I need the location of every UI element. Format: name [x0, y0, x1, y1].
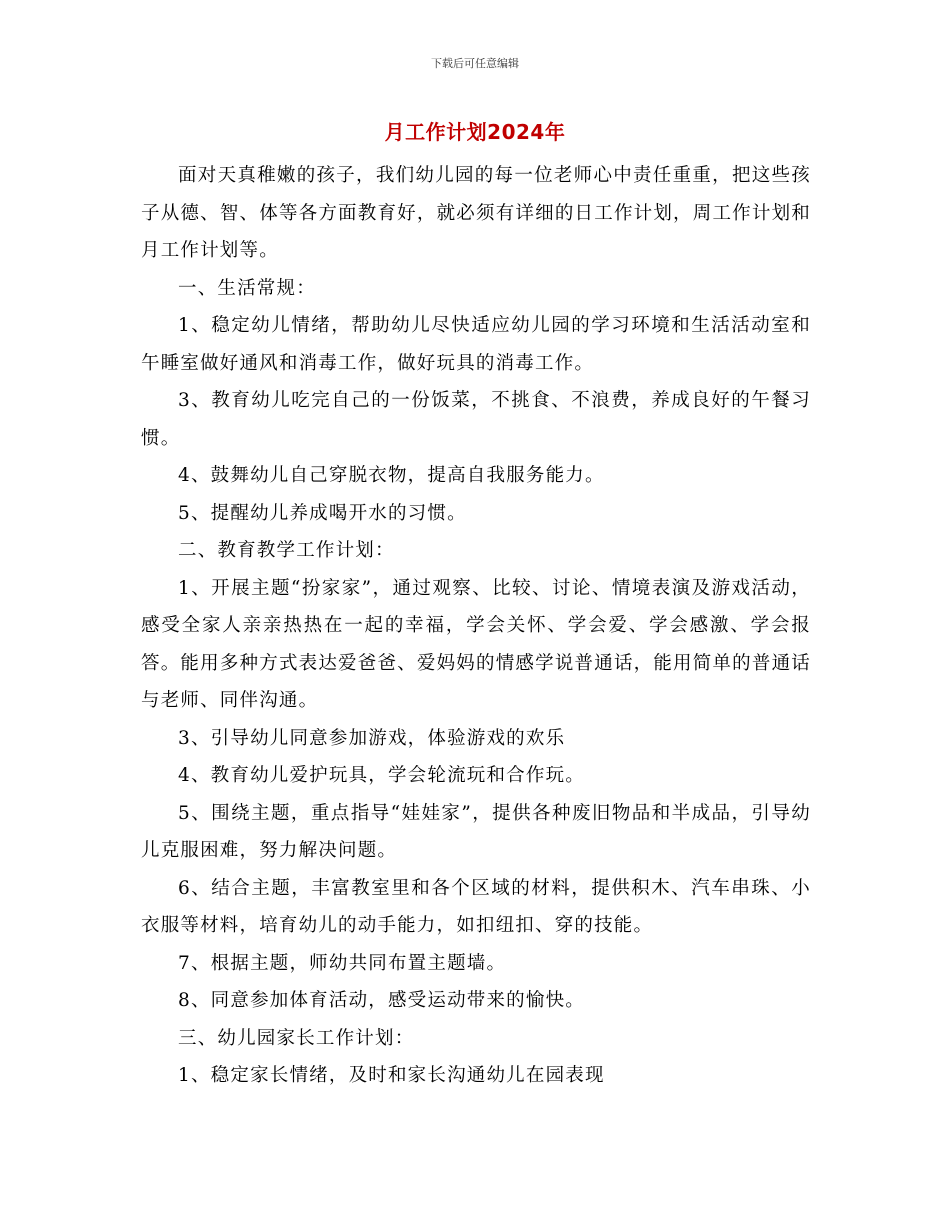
section-heading-1: 一、生活常规：	[178, 277, 316, 299]
paragraph: 1、开展主题“扮家家”，通过观察、比较、讨论、情境表演及游戏活动，感受全家人亲亲热热在一起的幸福，学会关怀、学会爱、学会感激、学会报答。能用多种方式表达爱爸爸、爱妈妈的情感学说普通话，能用简单的普通话与老师、同伴沟通。	[141, 577, 811, 711]
paragraph: 4、教育幼儿爱护玩具，学会轮流玩和合作玩。	[178, 765, 585, 786]
paragraph: 3、引导幼儿同意参加游戏，体验游戏的欢乐	[178, 727, 566, 749]
paragraph: 1、稳定家长情绪，及时和家长沟通幼儿在园表现	[178, 1065, 605, 1086]
paragraph: 4、鼓舞幼儿自己穿脱衣物，提高自我服务能力。	[178, 465, 605, 486]
paragraph: 7、根据主题，师幼共同布置主题墙。	[178, 952, 507, 974]
paragraph: 5、围绕主题，重点指导“娃娃家”，提供各种废旧物品和半成品，引导幼儿克服困难，努力解决问题。	[141, 802, 811, 861]
paragraph: 1、稳定幼儿情绪，帮助幼儿尽快适应幼儿园的学习环境和生活活动室和午睡室做好通风和消毒工作，做好玩具的消毒工作。	[141, 315, 811, 374]
header-note: 下载后可任意编辑	[431, 57, 519, 70]
section-heading-2: 二、教育教学工作计划：	[178, 540, 395, 561]
section-heading-3: 三、幼儿园家长工作计划：	[178, 1027, 415, 1049]
paragraph: 5、提醒幼儿养成喝开水的习惯。	[178, 502, 467, 524]
paragraph: 3、教育幼儿吃完自己的一份饭菜，不挑食、不浪费，养成良好的午餐习惯。	[141, 390, 811, 449]
paragraph: 6、结合主题，丰富教室里和各个区域的材料，提供积木、汽车串珠、小衣服等材料，培育幼儿的动手能力，如扣纽扣、穿的技能。	[141, 877, 811, 936]
document-title: 月工作计划2024年	[384, 120, 566, 144]
paragraph: 8、同意参加体育活动，感受运动带来的愉快。	[178, 990, 585, 1011]
paragraph-intro: 面对天真稚嫩的孩子，我们幼儿园的每一位老师心中责任重重，把这些孩子从德、智、体等各方面教育好，就必须有详细的日工作计划，周工作计划和月工作计划等。	[141, 165, 811, 261]
document-body	[141, 157, 811, 1095]
